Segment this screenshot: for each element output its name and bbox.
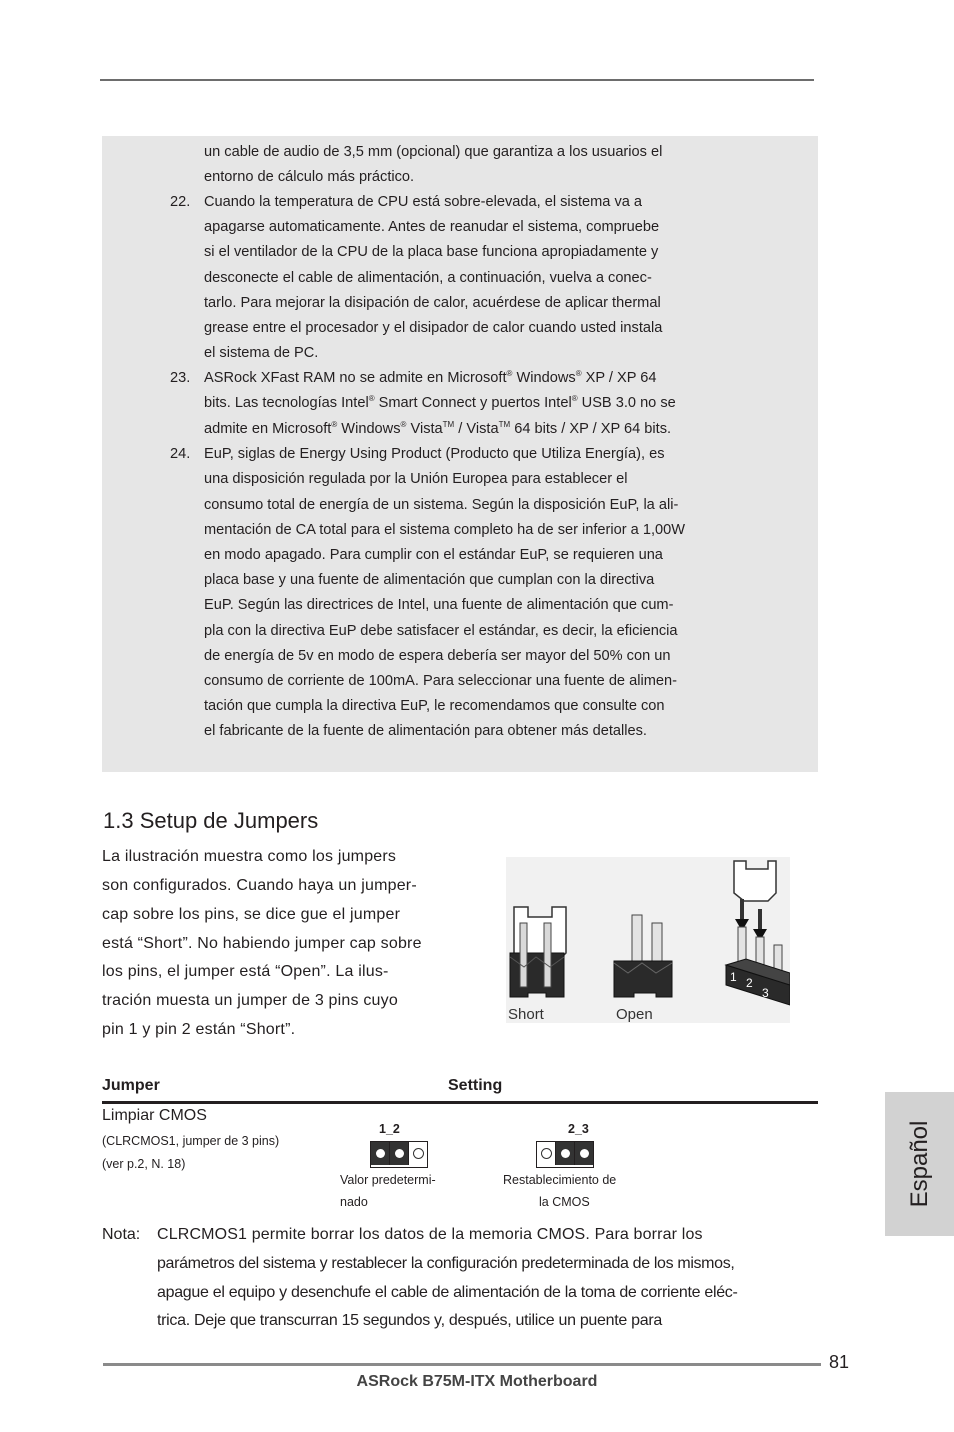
section-heading: 1.3 Setup de Jumpers [103,808,319,833]
note-text-line: EuP. Según las directrices de Intel, una fuente de alimentación que cum- [204,597,674,613]
note-text-line: admite en Microsoft® Windows® Vista™ / Vista™ 64 bits / XP / XP 64 bits. [204,420,672,437]
pin-number-3: 3 [762,986,769,1000]
note-text-line: EuP, siglas de Energy Using Product (Producto que Utiliza Energía), es [204,446,665,462]
open-jumper [614,915,672,997]
nota-line: CLRCMOS1 permite borrar los datos de la memoria CMOS. Para borrar los [157,1226,703,1243]
note-text-line: tarlo. Para mejorar la disipación de calor, acuérdese de aplicar thermal [204,295,661,311]
table-header-rule [102,1101,818,1104]
nota-label: Nota: [102,1226,141,1243]
note-text-line: desconecte el cable de alimentación, a continuación, vuelva a conec- [204,270,652,286]
language-tab-label: Español [905,1120,933,1208]
option-2-pins-label: 2_3 [568,1122,589,1136]
note-number: 22. [170,194,191,210]
pin-open [409,1142,427,1165]
nota-line: parámetros del sistema y restablecer la configuración predeterminada de los mismos, [157,1255,735,1272]
note-text-line: grease entre el procesador y el disipador de calor cuando usted instala [204,320,663,336]
intro-line: está “Short”. No habiendo jumper cap sobre [102,935,422,952]
note-text-line: consumo de corriente de 100mA. Para seleccionar una fuente de alimen- [204,673,677,689]
short-jumper [510,907,566,997]
note-text-line: ASRock XFast RAM no se admite en Microsoft® Windows® XP / XP 64 [204,369,657,386]
page-number: 81 [829,1352,850,1372]
jumper-diagram [506,857,790,1023]
note-text-line: un cable de audio de 3,5 mm (opcional) que garantiza a los usuarios el [204,144,663,160]
pin-diagram-1-2 [370,1141,428,1168]
note-text-line: apagarse automaticamente. Antes de reanudar el sistema, compruebe [204,219,660,235]
pin-shorted [371,1142,390,1165]
pin-shorted [390,1142,409,1165]
option-2-caption: la CMOS [539,1195,590,1209]
note-text-line: una disposición regulada por la Unión Europea para establecer el [204,471,628,487]
intro-line: cap sobre los pins, se dice gue el jumper [102,906,401,923]
pin-shorted [575,1142,593,1165]
note-text-line: mentación de CA total para el sistema completo ha de ser inferior a 1,00W [204,522,686,538]
option-1-caption: Valor predetermi- [340,1173,436,1187]
note-number: 24. [170,446,191,462]
footer-title: ASRock B75M-ITX Motherboard [356,1373,598,1390]
note-text-line: el sistema de PC. [204,345,319,361]
note-text-line: de energía de 5v en modo de espera debería ser mayor del 50% con un [204,648,671,664]
footer-rule [103,1363,821,1366]
note-text-line: si el ventilador de la CPU de la placa base funciona apropiadamente y [204,244,659,260]
intro-line: son configurados. Cuando haya un jumper- [102,877,417,894]
note-text-line: tación que cumpla la directiva EuP, le recomendamos que consulte con [204,698,665,714]
pin-diagram-2-3 [536,1141,594,1168]
note-text-line: bits. Las tecnologías Intel® Smart Connect y puertos Intel® USB 3.0 no se [204,394,676,411]
jumper-illustration [506,857,790,1023]
pin-open [537,1142,556,1165]
option-1-caption: nado [340,1195,368,1209]
column-header-jumper: Jumper [102,1077,160,1094]
intro-line: los pins, el jumper está “Open”. La ilus- [102,963,389,980]
intro-line: pin 1 y pin 2 están “Short”. [102,1021,296,1038]
note-text-line: Cuando la temperatura de CPU está sobre-elevada, el sistema va a [204,194,643,210]
pin-number-1: 1 [730,970,737,984]
note-text-line: placa base y una fuente de alimentación que cumplan con la directiva [204,572,655,588]
note-number: 23. [170,370,191,386]
note-text-line: consumo total de energía de un sistema. Según la disposición EuP, la ali- [204,497,679,513]
three-pin-jumper [726,861,790,1005]
nota-line: trica. Deje que transcurran 15 segundos y, después, utilice un puente para [157,1312,662,1329]
option-1-pins-label: 1_2 [379,1122,400,1136]
note-text-line: pla con la directiva EuP debe satisfacer el estándar, es decir, la eficiencia [204,623,678,639]
note-text-line: el fabricante de la fuente de alimentación para obtener más detalles. [204,723,647,739]
option-2-caption: Restablecimiento de [503,1173,617,1187]
nota-line: apague el equipo y desenchufe el cable de alimentación de la toma de corriente eléc- [157,1284,738,1301]
jumper-reference: (ver p.2, N. 18) [102,1157,186,1171]
intro-line: tración muesta un jumper de 3 pins cuyo [102,992,398,1009]
pin-number-2: 2 [746,976,753,990]
language-tab [885,1092,954,1236]
pin-shorted [556,1142,575,1165]
top-rule [100,79,814,81]
column-header-setting: Setting [448,1077,503,1094]
note-text-line: en modo apagado. Para cumplir con el estándar EuP, se requieren una [204,547,663,563]
short-label: Short [508,1006,544,1023]
intro-line: La ilustración muestra como los jumpers [102,848,397,865]
open-label: Open [616,1006,653,1023]
jumper-name: Limpiar CMOS [102,1107,207,1124]
note-text-line: entorno de cálculo más práctico. [204,169,415,185]
jumper-description: (CLRCMOS1, jumper de 3 pins) [102,1134,280,1148]
